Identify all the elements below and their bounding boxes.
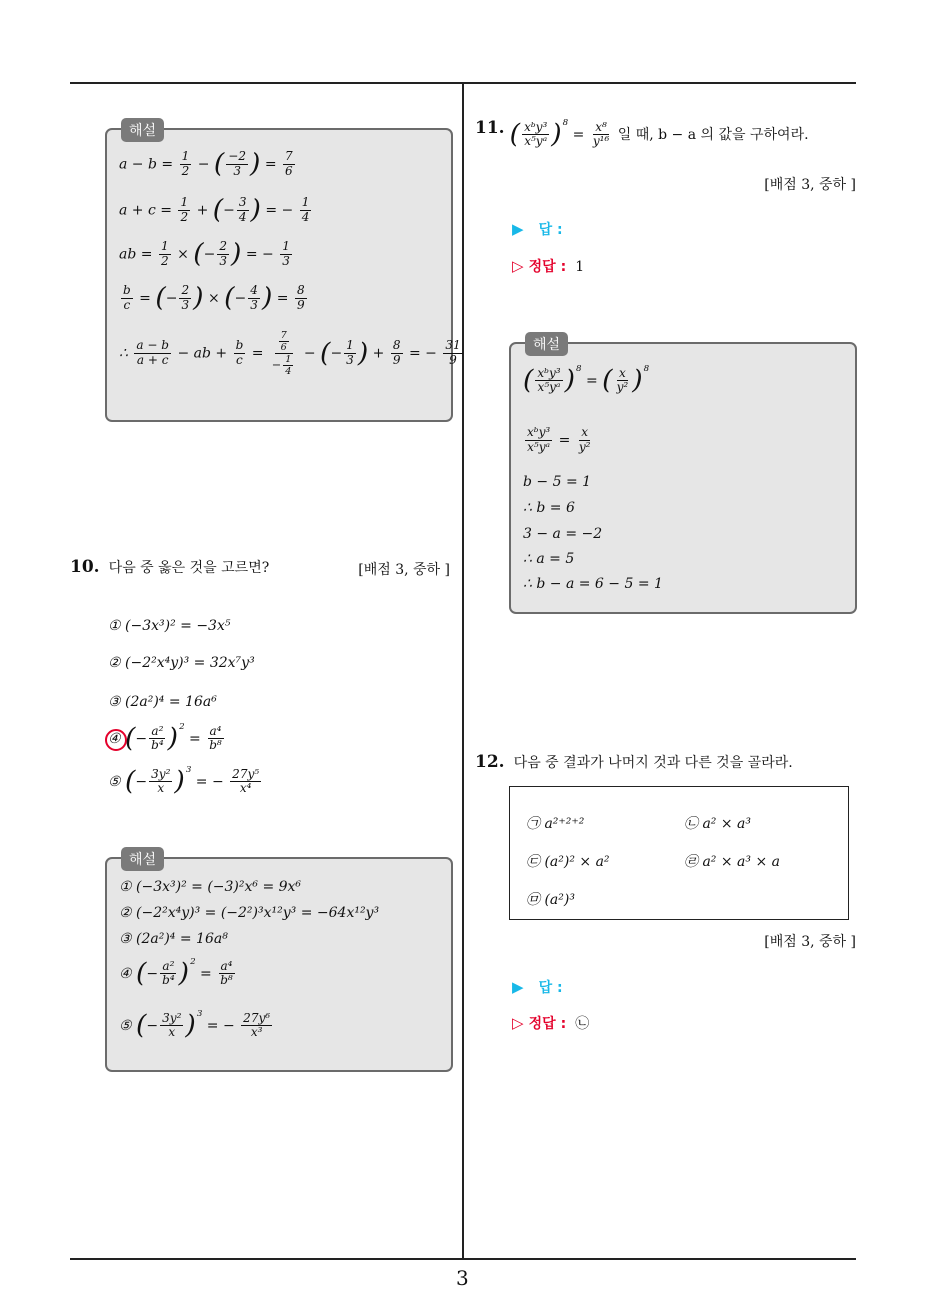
solution-line: ① (−3x³)² = (−3)²x⁶ = 9x⁶ [119,879,302,895]
question-number: 12. [475,752,505,772]
option-3[interactable]: ③ (2a²)⁴ = 16a⁶ [108,694,217,710]
choices-box [509,786,849,920]
option-1[interactable]: ① (−3x³)² = −3x⁵ [108,618,231,634]
correct-label: 정답 : [528,1016,567,1032]
column-divider [462,83,464,1259]
correct-answer-row [512,1013,589,1033]
answer-arrow-icon: ▶ [512,220,524,238]
solution-line: b − 5 = 1 [523,474,592,490]
question-formula: ( $\frac{\text{xᵇy³}}{\text{x⁵yᵃ}}$ )$^8$ = $\frac{\text{x⁸}}{\text{y¹⁶}}$ [509,118,610,150]
question-10 [70,557,450,577]
question-text: 다음 중 결과가 나머지 것과 다른 것을 골라라. [513,755,793,771]
solution-tag: 해설 [121,118,164,142]
answer-label: 답 : [538,222,563,238]
choice-3[interactable]: ㉢ (a²)² × a² [526,854,610,870]
choice-5[interactable]: ㉤ (a²)³ [526,892,575,908]
solution-line: ∴ a = 5 [523,551,575,567]
option-2[interactable]: ② (−2²x⁴y)³ = 32x⁷y³ [108,655,255,671]
bottom-rule [70,1258,856,1260]
score-label: [배점 3, 중하 ] [358,562,450,578]
solution-line: ( $\frac{\text{xᵇy³}}{\text{x⁵yᵃ}}$ )$^8$ = ( $\frac{x}{\text{y²}}$ )$^8$ [523,364,650,396]
answer-label: 답 : [538,980,563,996]
solution-line: ∴ b = 6 [523,500,575,516]
solution-panel-q11 [509,337,857,614]
question-text: 일 때, b − a 의 값을 구하여라. [617,126,809,143]
option-4[interactable]: ④ (− $\frac{\text{a²}}{\text{b⁴}}$ )$^2$ = $\frac{\text{a⁴}}{\text{b⁸}}$ [108,722,222,754]
solution-line: 3 − a = −2 [523,526,603,542]
score-label: [배점 3, 중하 ] [764,177,856,193]
correct-value: 1 [575,259,585,275]
page-number: 3 [456,1266,469,1290]
choice-2[interactable]: ㉡ a² × a³ [684,816,751,832]
answer-arrow-icon: ▶ [512,978,524,996]
choice-1[interactable]: ㉠ a²⁺²⁺² [526,816,585,832]
solution-line: ∴ b − a = 6 − 5 = 1 [523,576,663,592]
question-11 [475,118,857,149]
solution-line: a + c = $\frac{1}{2}$ + (− $\frac{3}{4}$ ) = − $\frac{1}{4}$ [119,194,310,226]
answer-row [512,977,563,997]
correct-arrow-icon: ▷ [512,257,524,275]
solution-line: $\frac{\text{xᵇy³}}{\text{x⁵yᵃ}}$ = $\frac{x}{\text{y²}}$ [527,425,591,454]
question-number: 10. [70,557,100,577]
solution-line: ④ (− $\frac{\text{a²}}{\text{b⁴}}$ )$^2$ = $\frac{\text{a⁴}}{\text{b⁸}}$ [119,957,233,989]
correct-answer-row [512,256,584,276]
solution-line: ⑤ (− $\frac{\text{3y²}}{x}$ )$^3$ = − $\frac{\text{27y⁶}}{\text{x³}}$ [119,1009,271,1041]
solution-line: ③ (2a²)⁴ = 16a⁸ [119,931,228,947]
option-5[interactable]: ⑤ (− $\frac{\text{3y²}}{x}$ )$^3$ = − $\frac{\text{27y⁵}}{\text{x⁴}}$ [108,765,260,797]
answer-row [512,219,563,239]
solution-panel-q9 [105,123,461,422]
solution-line: ∴ $\frac{a - b}{a + c}$ − ab + $\frac{b}{c}$ = $\frac{7}{6}$ − $\frac{1}{4}$ − (− $\frac{1}{3}$ ) + $\frac{8}{9}$ = − $\frac{31}{9}$ [119,330,461,378]
question-number: 11. [475,118,505,138]
solution-line: ② (−2²x⁴y)³ = (−2²)³x¹²y³ = −64x¹²y³ [119,905,380,921]
question-text: 다음 중 옳은 것을 고르면? [108,560,270,576]
solution-tag: 해설 [525,332,568,356]
solution-panel-q10 [105,852,453,1072]
solution-line: ab = $\frac{1}{2}$ × (− $\frac{2}{3}$ ) = − $\frac{1}{3}$ [119,238,290,270]
solution-line: $\frac{b}{c}$ = (− $\frac{2}{3}$ ) × (− $\frac{4}{3}$ ) = $\frac{8}{9}$ [123,282,305,314]
score-label: [배점 3, 중하 ] [764,934,856,950]
solution-tag: 해설 [121,847,164,871]
solution-line: a − b = $\frac{1}{2}$ − ( $\frac{-2}{3}$ ) = $\frac{7}{6}$ [119,148,293,180]
correct-value: ㉡ [575,1016,590,1032]
question-12 [475,752,857,772]
correct-label: 정답 : [528,259,567,275]
choice-4[interactable]: ㉣ a² × a³ × a [684,854,780,870]
correct-arrow-icon: ▷ [512,1014,524,1032]
